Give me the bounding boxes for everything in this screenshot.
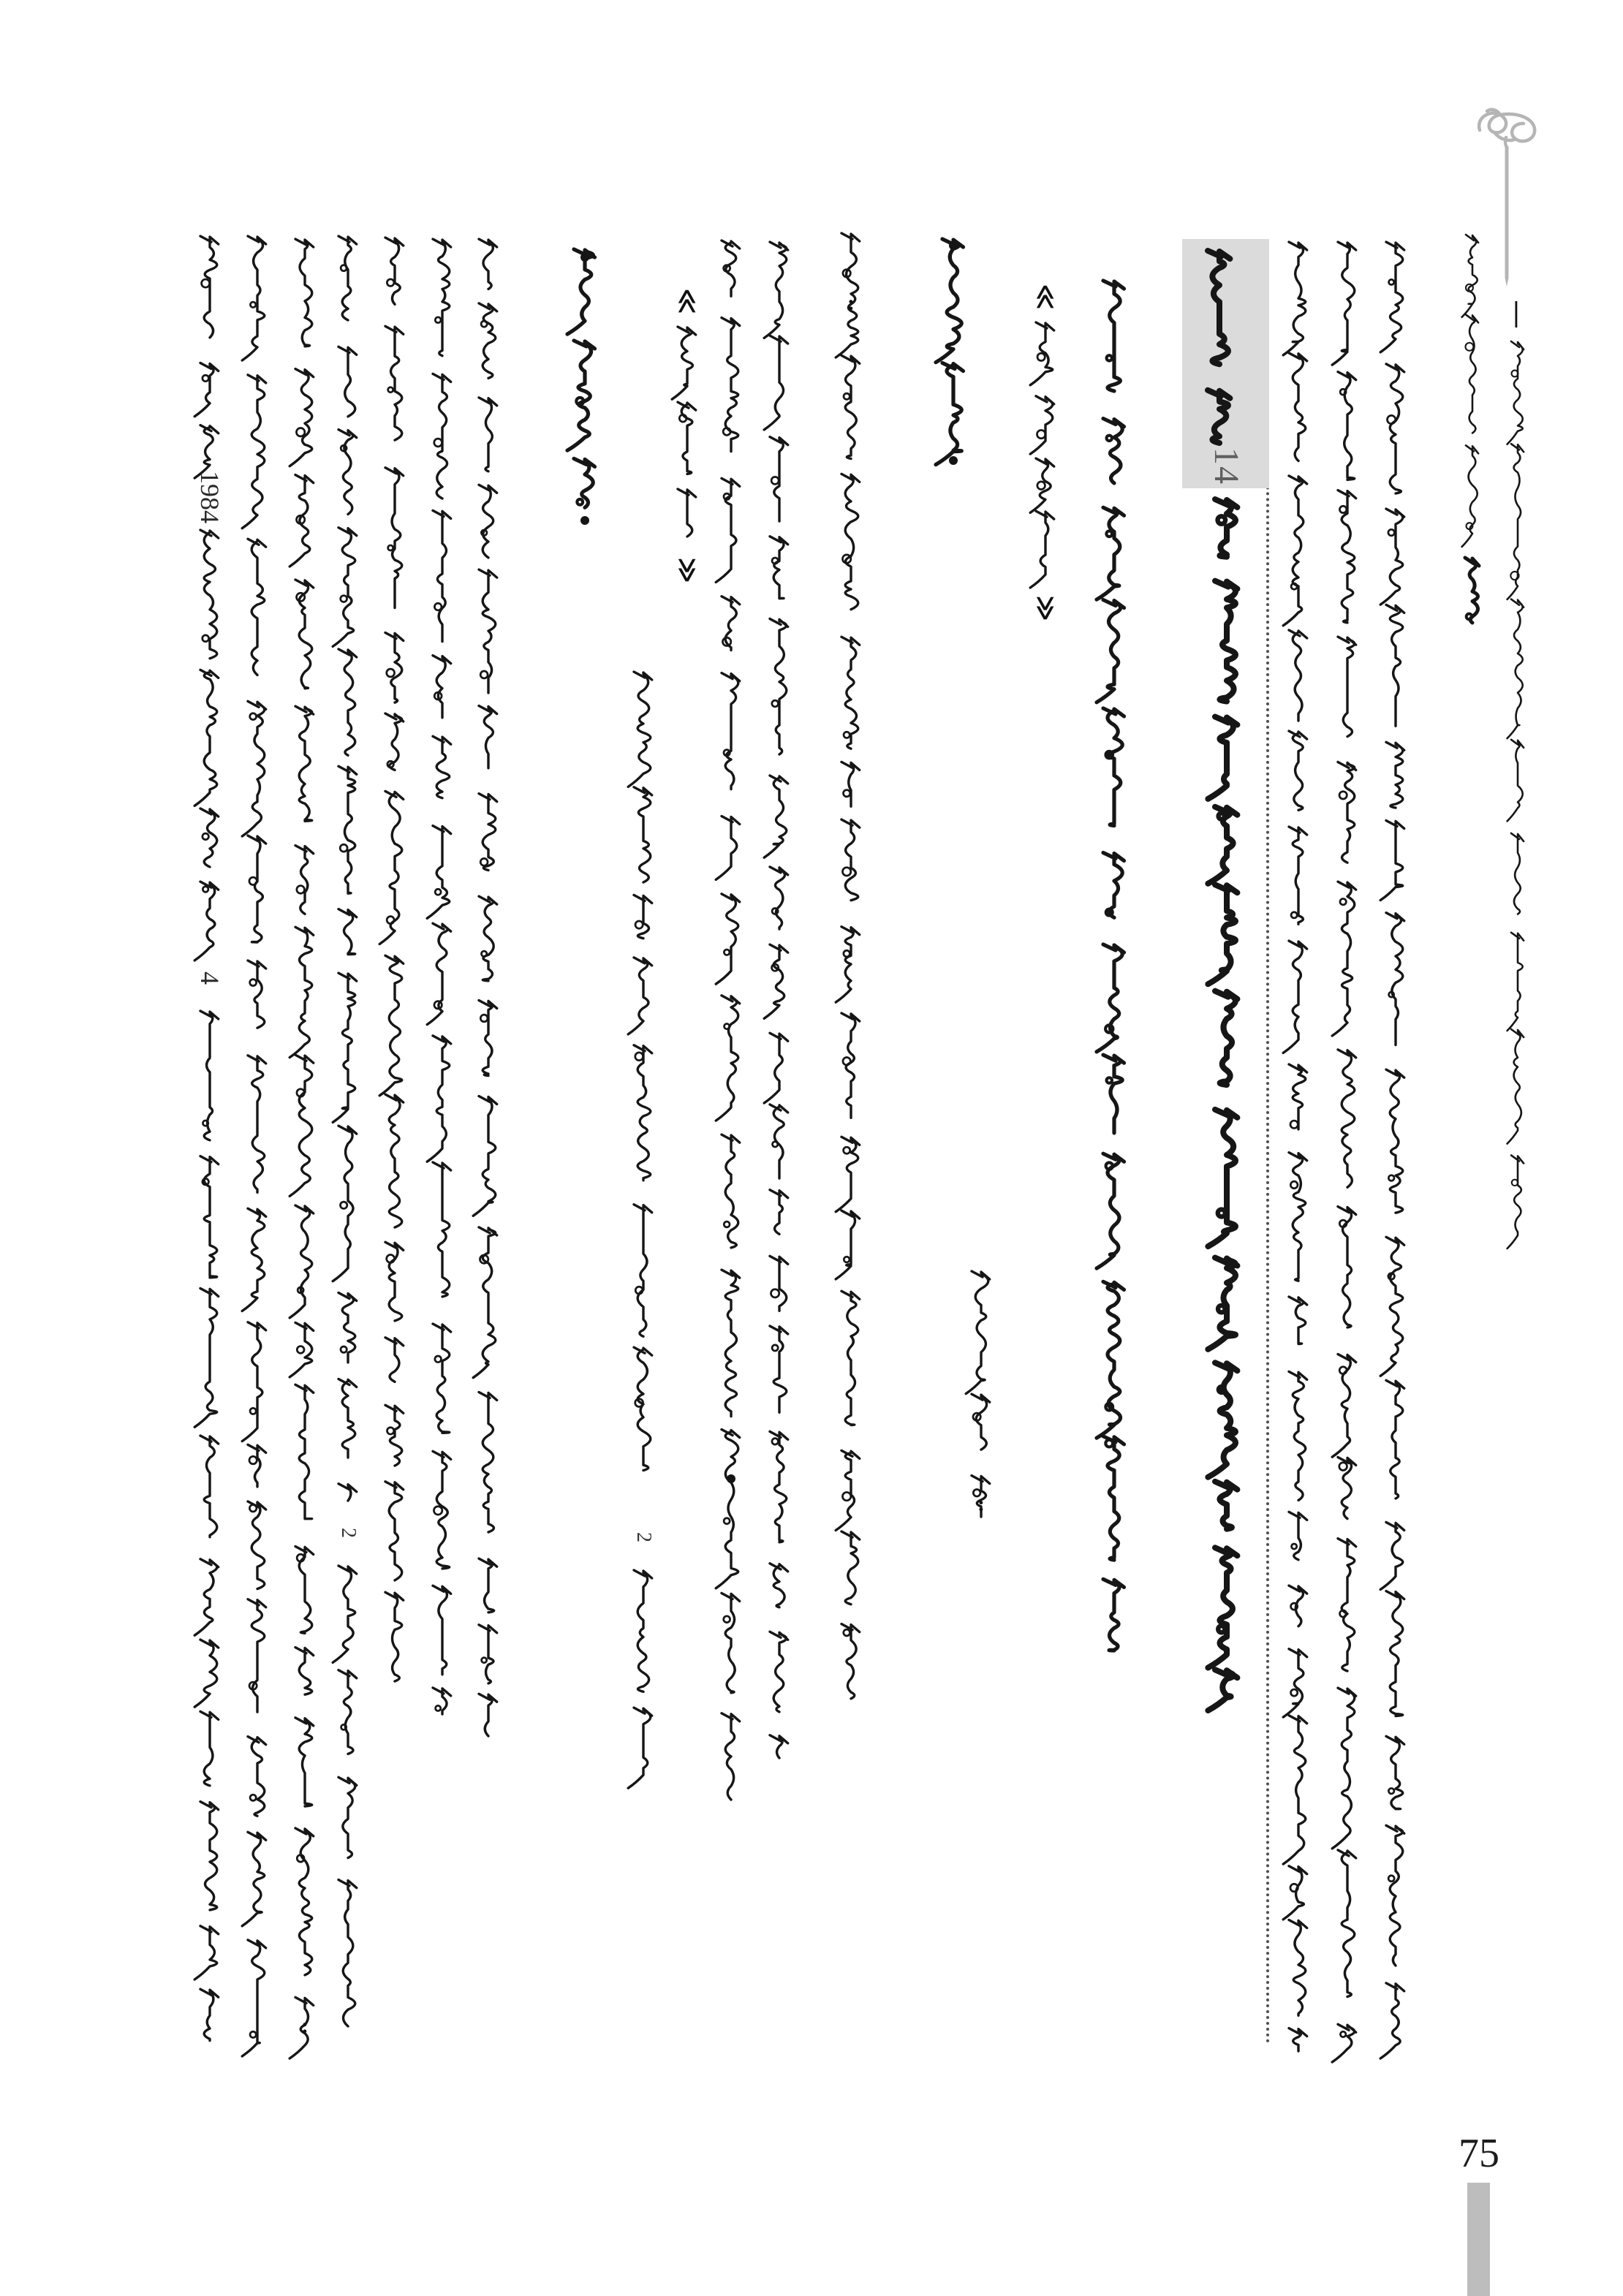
bullet-mark [727,1474,735,1483]
mongolian-script-glyphs [1331,241,1364,2049]
text-column-lesson-heading [1206,499,1248,1697]
text-column-header-citation [1460,234,1485,553]
text-column-quoted-source [670,289,704,581]
mongolian-script-glyphs [567,249,603,530]
mongolian-script-glyphs [1206,499,1248,1697]
mongolian-script-glyphs [331,235,365,2045]
mongolian-script-glyphs [425,238,459,1714]
bullet-mark [949,241,958,250]
text-column-body-line [425,238,459,1714]
mongolian-script-glyphs [288,238,322,2045]
text-column-body-line [241,235,274,2043]
inline-number: 4 [195,971,224,985]
text-column-body-line [472,238,505,1736]
inline-number: 1984 [195,471,224,523]
colon-mark: : [977,1492,985,1516]
mongolian-script-glyphs [378,237,412,1681]
mongolian-script-glyphs [1501,300,1535,1235]
mongolian-script-glyphs [964,1270,998,1517]
text-column-header-citation [1501,300,1535,1235]
bullet-mark [580,516,589,525]
mongolian-script-glyphs [627,671,660,1800]
mongolian-script-glyphs [714,240,748,1800]
text-column-body-line [763,241,796,1758]
text-column-body-line [627,671,660,1800]
colon-mark: : [301,2014,309,2038]
mongolian-script-glyphs [1459,557,1486,623]
mongolian-script-glyphs [1282,241,1315,2051]
text-column-body-line [193,235,227,2041]
mongolian-script-glyphs [935,238,972,474]
quote_close-mark: ≫ [673,557,702,580]
mongolian-script-glyphs [1379,241,1412,2045]
text-column-subheading [1096,280,1132,1668]
text-column-lesson-body-line [1379,241,1412,2045]
text-column-body-line [331,235,365,2045]
text-column-body-line [288,238,322,2045]
lesson-number: 14 [1206,447,1246,485]
page-edge-bar [1467,2183,1490,2296]
text-column-lesson-body-line [1331,241,1364,2049]
text-column-lesson-title [1198,250,1241,443]
text-column-body-line [378,237,412,1681]
inline-number: 2 [337,1528,360,1538]
text-column-body-line [714,240,748,1800]
page-number: 75 [1459,2131,1499,2176]
mongolian-script-glyphs [1198,250,1241,443]
bullet-mark [949,456,958,465]
mongolian-script-glyphs [241,235,274,2043]
section-divider-dotted-rule [1266,241,1269,2045]
text-column-header-citation-title [1459,557,1486,623]
dash-mark: — [1501,300,1535,329]
mongolian-script-glyphs [763,241,796,1758]
text-column-body-line [834,232,868,1734]
mongolian-script-glyphs [1096,280,1132,1668]
mongolian-script-glyphs [1460,234,1485,553]
text-column-lesson-body-line [1282,241,1315,2051]
text-column-attribution-line [964,1270,998,1517]
quote_close-mark: ≫ [1031,595,1060,618]
mongolian-script-glyphs [834,232,868,1734]
mongolian-script-glyphs [670,289,704,581]
bullet-mark [580,253,589,262]
inline-number: 2 [632,1532,655,1542]
mongolian-script-glyphs [1029,287,1062,620]
text-column-quoted-source [1029,284,1062,620]
mongolian-script-glyphs [472,238,505,1736]
quote_open-mark: ≪ [673,288,702,311]
colon-mark: : [847,291,855,315]
text-column-poem-title [935,238,972,474]
quote_open-mark: ≪ [1031,284,1060,307]
text-column-poem-title [567,249,603,530]
